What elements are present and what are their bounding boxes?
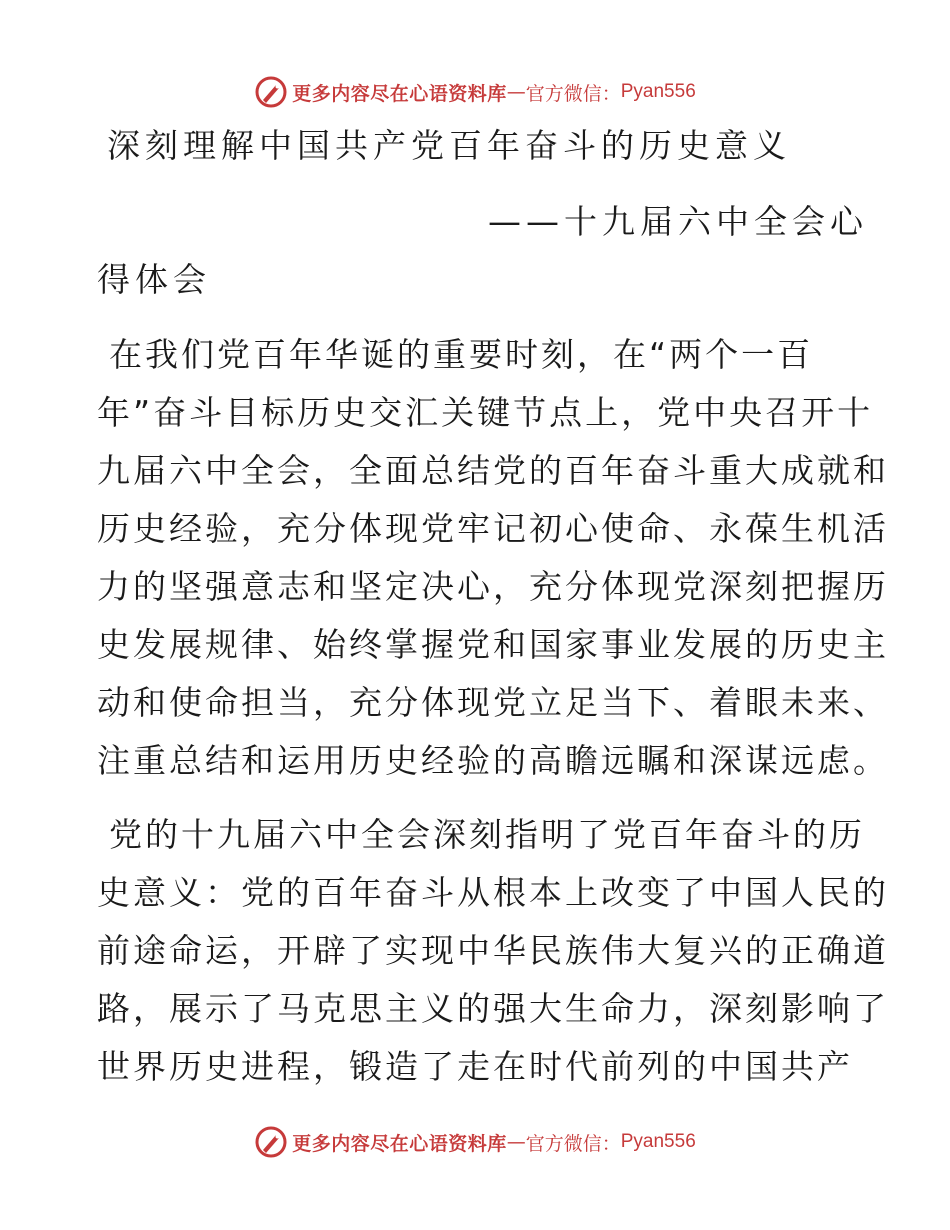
paragraph-line: 党的十九届六中全会深刻指明了党百年奋斗的历 [109,815,865,854]
document-subtitle-line1: ——十九届六中全会心 [488,202,868,241]
watermark-separator: — [506,81,526,103]
watermark-banner-bottom [0,1122,950,1162]
paragraph-line: 九届六中全会，全面总结党的百年奋斗重大成就和 [97,451,889,490]
watermark-site-text: 更多内容尽在心语资料库 [292,1132,507,1155]
paragraph-line: 前途命运，开辟了实现中华民族伟大复兴的正确道 [97,931,889,970]
watermark-banner-top [0,72,950,112]
document-subtitle-line2: 得体会 [97,260,211,299]
pen-logo-icon [254,1125,288,1159]
paragraph-line: 路，展示了马克思主义的强大生命力，深刻影响了 [97,989,889,1028]
paragraph-line: 力的坚强意志和坚定决心，充分体现党深刻把握历 [97,567,889,606]
watermark-wechat-id: Pyan556 [620,1131,696,1152]
watermark-site-text: 更多内容尽在心语资料库 [292,82,507,105]
paragraph-line: 在我们党百年华诞的重要时刻，在“两个一百 [109,335,814,374]
paragraph-1 [97,326,889,790]
watermark-wechat-id: Pyan556 [620,81,696,102]
document-title: 深刻理解中国共产党百年奋斗的历史意义 [107,126,791,165]
paragraph-line: 动和使命担当，充分体现党立足当下、着眼未来、 [97,683,889,722]
paragraph-line: 年”奋斗目标历史交汇关键节点上，党中央召开十 [97,393,874,432]
paragraph-line: 世界历史进程，锻造了走在时代前列的中国共产 [97,1047,853,1086]
paragraph-line: 史发展规律、始终掌握党和国家事业发展的历史主 [97,625,889,664]
watermark-official-label: 官方微信： [525,1132,621,1155]
pen-logo-icon [254,75,288,109]
paragraph-line: 历史经验，充分体现党牢记初心使命、永葆生机活 [97,509,889,548]
paragraph-2 [97,806,889,1096]
watermark-official-label: 官方微信： [525,82,621,105]
watermark-separator: — [506,1131,526,1153]
paragraph-line: 史意义：党的百年奋斗从根本上改变了中国人民的 [97,873,889,912]
paragraph-line: 注重总结和运用历史经验的高瞻远瞩和深谋远虑。 [97,741,889,780]
